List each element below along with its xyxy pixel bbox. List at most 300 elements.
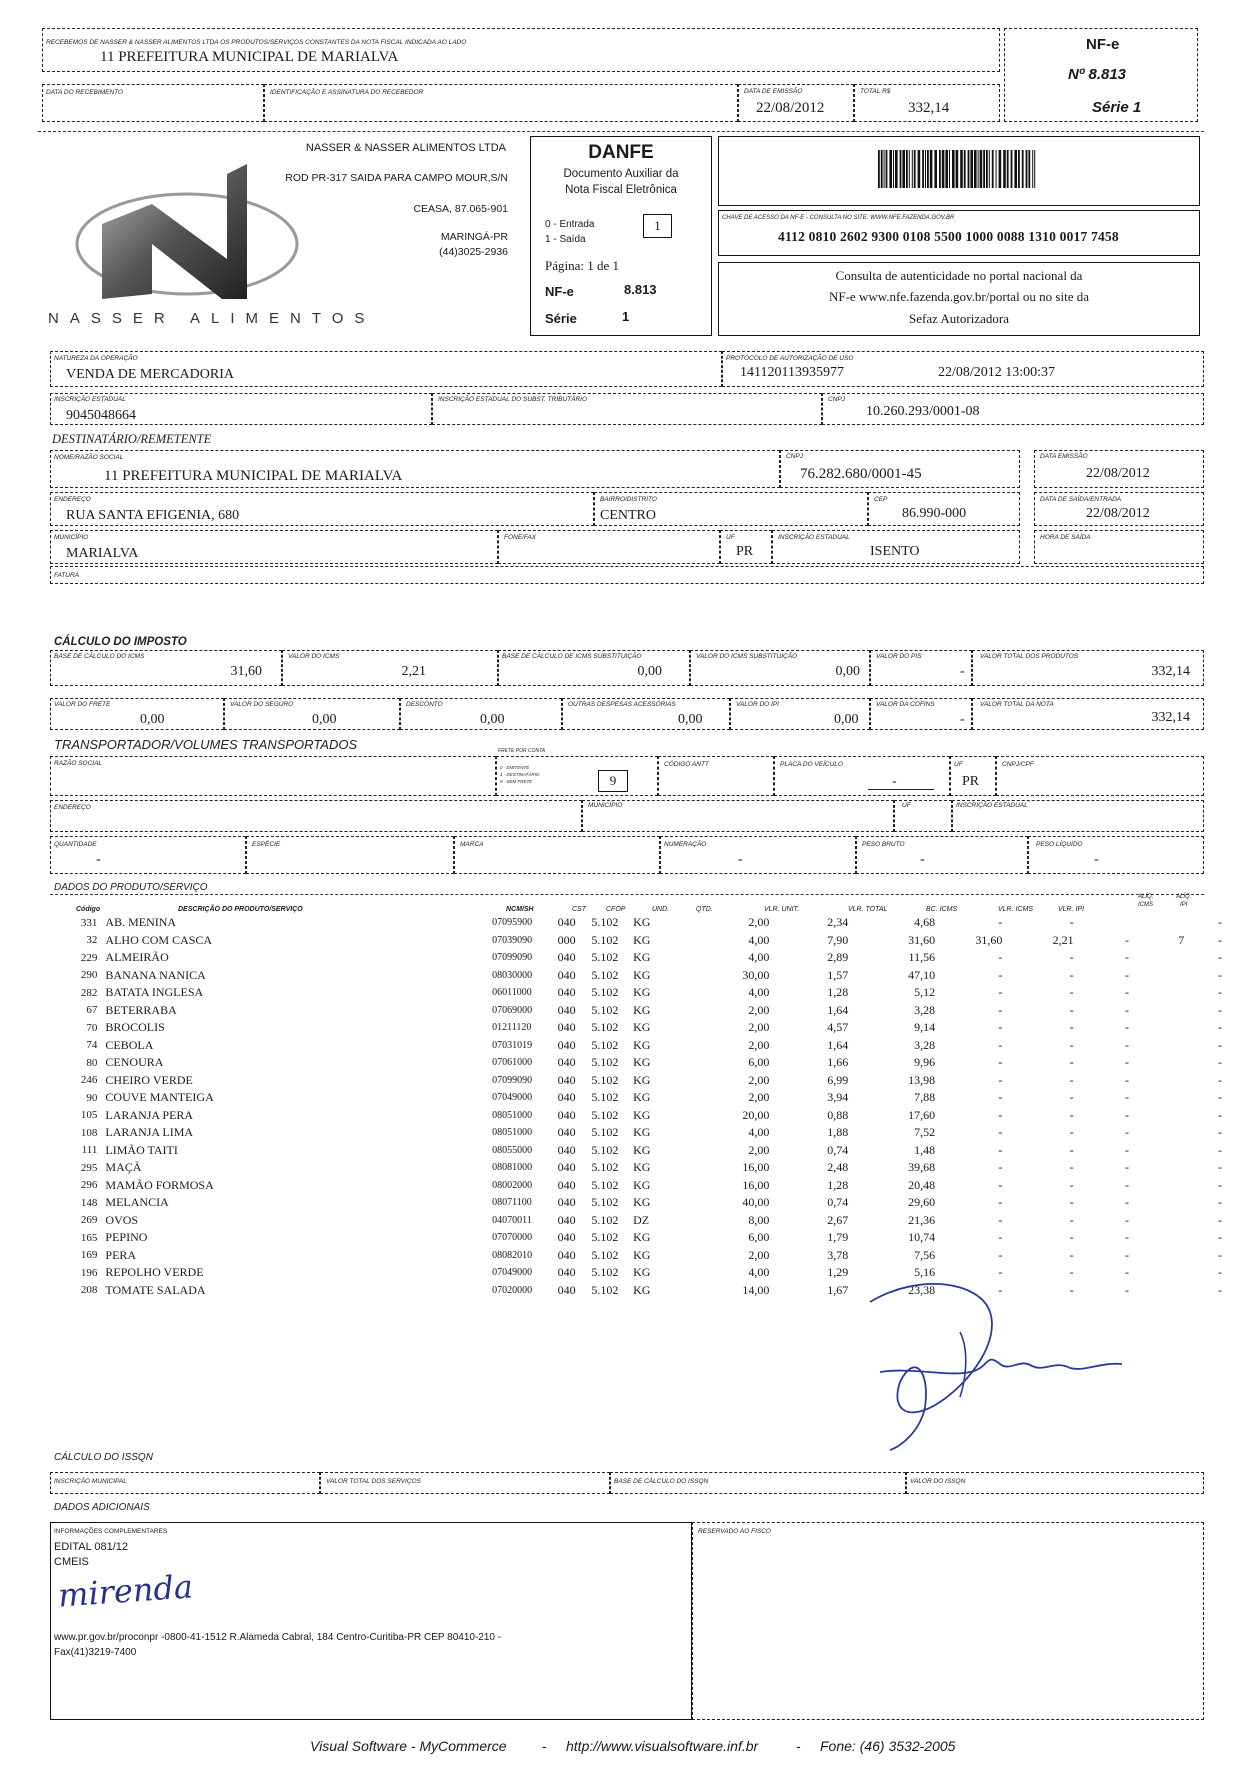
item-qtd: 2,00 bbox=[748, 1090, 770, 1105]
item-ncm: 07031019 bbox=[492, 1039, 533, 1051]
canhoto-data-emissao: 22/08/2012 bbox=[756, 100, 825, 116]
danfe-entrada: 0 - Entrada bbox=[545, 219, 595, 230]
transp-antt-label: CÓDIGO ANTT bbox=[664, 761, 709, 768]
item-aliq-ipi: - bbox=[1218, 967, 1222, 982]
danfe-serie-label: Série bbox=[545, 311, 577, 326]
info-handwriting: mirenda bbox=[56, 1567, 195, 1615]
item-vlr-ipi: - bbox=[1124, 1142, 1129, 1157]
item-und: KG bbox=[633, 1107, 651, 1122]
item-bc-icms: - bbox=[998, 1107, 1003, 1122]
item-vlr-ipi: - bbox=[1124, 1265, 1129, 1280]
produtos-header-line bbox=[50, 894, 1204, 895]
item-descricao: ALHO COM CASCA bbox=[105, 932, 213, 947]
item-ncm: 08081000 bbox=[492, 1162, 533, 1174]
col-qtd: QTD. bbox=[696, 906, 713, 913]
footer-url[interactable]: http://www.visualsoftware.inf.br bbox=[566, 1738, 759, 1754]
item-aliq-icms bbox=[1143, 1054, 1198, 1072]
item-und: KG bbox=[633, 985, 651, 1000]
item-bc-icms: - bbox=[998, 1195, 1003, 1210]
item-cst: 040 bbox=[557, 1142, 576, 1157]
item-bc-icms: 31,60 bbox=[975, 932, 1003, 947]
item-aliq-icms bbox=[1143, 1247, 1198, 1265]
item-aliq-ipi: - bbox=[1218, 1020, 1222, 1035]
transp-uf-label: UF bbox=[954, 761, 963, 768]
canhoto-recebemos-label: RECEBEMOS DE NASSER & NASSER ALIMENTOS LTDA OS PRODUTOS/SERVIÇOS CONSTANTES DA NOTA FISCAL INDICADA AO LADO bbox=[46, 39, 467, 46]
valor-st: 0,00 bbox=[835, 664, 860, 679]
item-cfop: 5.102 bbox=[591, 915, 619, 930]
item-aliq-ipi: - bbox=[1218, 1177, 1222, 1192]
emitente-razao: NASSER & NASSER ALIMENTOS LTDA bbox=[305, 142, 506, 154]
consulta-linha3: Sefaz Autorizadora bbox=[909, 311, 1009, 326]
transp-municipio-box bbox=[582, 800, 894, 832]
item-vlr-icms: - bbox=[1069, 1107, 1074, 1122]
transp-marca-label: MARCA bbox=[460, 841, 484, 848]
item-cfop: 5.102 bbox=[591, 1125, 619, 1140]
protocolo-data: 22/08/2012 13:00:37 bbox=[938, 365, 1056, 380]
item-vlr-ipi: - bbox=[1124, 932, 1129, 947]
item-cst: 040 bbox=[557, 1177, 576, 1192]
item-cst: 040 bbox=[557, 1247, 576, 1262]
table-row bbox=[50, 1072, 1236, 1090]
item-cfop: 5.102 bbox=[591, 1160, 619, 1175]
transp-frete-label: FRETE POR CONTA bbox=[498, 748, 546, 754]
item-codigo: 105 bbox=[80, 1109, 98, 1122]
item-total: 5,12 bbox=[914, 985, 936, 1000]
item-codigo: 208 bbox=[80, 1284, 98, 1297]
transp-uf2-label: UF bbox=[902, 802, 911, 809]
item-qtd: 4,00 bbox=[748, 1125, 770, 1140]
item-descricao: MELANCIA bbox=[105, 1195, 169, 1210]
emitente-endereco: ROD PR-317 SAIDA PARA CAMPO MOUR,S/N bbox=[285, 172, 508, 184]
base-st: 0,00 bbox=[637, 664, 662, 679]
item-cfop: 5.102 bbox=[591, 1230, 619, 1245]
col-vlr-icms: VLR. ICMS bbox=[998, 906, 1034, 913]
item-total: 4,68 bbox=[914, 915, 936, 930]
item-vlr-icms: - bbox=[1069, 1037, 1074, 1052]
item-vlr-ipi: - bbox=[1124, 967, 1129, 982]
item-und: KG bbox=[633, 1230, 651, 1245]
base-icms: 31,60 bbox=[230, 664, 262, 679]
transp-qtd-label: QUANTIDADE bbox=[54, 841, 97, 848]
info-linha1: EDITAL 081/12 bbox=[54, 1541, 128, 1553]
item-cst: 040 bbox=[557, 1020, 576, 1035]
item-codigo: 296 bbox=[80, 1179, 98, 1192]
item-cst: 040 bbox=[557, 985, 576, 1000]
transp-placa: - bbox=[892, 774, 897, 789]
item-vlr-icms: - bbox=[1069, 967, 1074, 982]
item-vlr-icms: - bbox=[1069, 985, 1074, 1000]
danfe-serie: 1 bbox=[622, 309, 630, 324]
canhoto-total: 332,14 bbox=[908, 100, 950, 116]
item-cfop: 5.102 bbox=[591, 1072, 619, 1087]
item-total: 3,28 bbox=[914, 1002, 936, 1017]
dest-hora-label: HORA DE SAÍDA bbox=[1040, 534, 1091, 541]
produtos-table bbox=[50, 914, 1236, 1299]
item-total: 10,74 bbox=[908, 1230, 936, 1245]
item-aliq-ipi: - bbox=[1218, 1212, 1222, 1227]
item-qtd: 4,00 bbox=[748, 1265, 770, 1280]
item-und: KG bbox=[633, 1055, 651, 1070]
issqn-im-label: INSCRIÇÃO MUNICIPAL bbox=[54, 1478, 127, 1485]
item-qtd: 2,00 bbox=[748, 1037, 770, 1052]
item-vlr-icms: - bbox=[1069, 1247, 1074, 1262]
item-descricao: BATATA INGLESA bbox=[105, 985, 204, 1000]
col-ncm: NCM/SH bbox=[506, 906, 534, 913]
dest-ie: ISENTO bbox=[870, 544, 920, 559]
item-qtd: 30,00 bbox=[742, 967, 770, 982]
item-qtd: 4,00 bbox=[748, 950, 770, 965]
item-bc-icms: - bbox=[998, 1055, 1003, 1070]
item-descricao: PERA bbox=[105, 1247, 137, 1262]
item-cst: 040 bbox=[557, 1037, 576, 1052]
table-row bbox=[50, 967, 1236, 985]
item-vlr-ipi: - bbox=[1124, 1247, 1129, 1262]
item-cst: 040 bbox=[557, 1002, 576, 1017]
item-vlr-ipi: - bbox=[1124, 1072, 1129, 1087]
item-und: KG bbox=[633, 1090, 651, 1105]
item-cfop: 5.102 bbox=[591, 1282, 619, 1297]
item-cfop: 5.102 bbox=[591, 1055, 619, 1070]
item-codigo: 290 bbox=[80, 969, 98, 982]
item-unit: 1,64 bbox=[827, 1037, 849, 1052]
total-nota: 332,14 bbox=[1151, 710, 1190, 725]
transp-numeracao: - bbox=[738, 852, 743, 867]
issqn-servicos-label: VALOR TOTAL DOS SERVIÇOS bbox=[326, 1478, 421, 1485]
item-total: 21,36 bbox=[908, 1212, 936, 1227]
item-bc-icms: - bbox=[998, 1125, 1003, 1140]
item-aliq-icms bbox=[1143, 1142, 1198, 1160]
item-unit: 6,99 bbox=[827, 1072, 849, 1087]
table-row bbox=[50, 1089, 1236, 1107]
item-unit: 0,74 bbox=[827, 1142, 849, 1157]
total-produtos-label: VALOR TOTAL DOS PRODUTOS bbox=[980, 653, 1079, 660]
item-cst: 040 bbox=[557, 1282, 576, 1297]
item-codigo: 74 bbox=[86, 1039, 98, 1052]
item-codigo: 80 bbox=[86, 1056, 98, 1069]
item-descricao: CENOURA bbox=[105, 1055, 164, 1070]
footer-software: Visual Software - MyCommerce bbox=[310, 1738, 507, 1754]
item-total: 1,48 bbox=[914, 1142, 936, 1157]
issqn-base-label: BASE DE CÁLCULO DO ISSQN bbox=[614, 1478, 709, 1485]
item-unit: 7,90 bbox=[827, 932, 849, 947]
logo-text: NASSER ALIMENTOS bbox=[48, 310, 376, 327]
item-aliq-ipi: - bbox=[1218, 950, 1222, 965]
item-aliq-icms bbox=[1143, 1107, 1198, 1125]
footer-fone: Fone: (46) 3532-2005 bbox=[820, 1738, 956, 1754]
item-aliq-ipi: - bbox=[1218, 1055, 1222, 1070]
dest-data-saida: 22/08/2012 bbox=[1086, 506, 1150, 521]
item-aliq-ipi: - bbox=[1218, 1265, 1222, 1280]
item-aliq-icms bbox=[1143, 1212, 1198, 1230]
danfe-saida: 1 - Saída bbox=[545, 234, 586, 245]
item-und: KG bbox=[633, 915, 651, 930]
item-aliq-icms bbox=[1143, 1194, 1198, 1212]
item-vlr-icms: - bbox=[1069, 1142, 1074, 1157]
item-bc-icms: - bbox=[998, 1282, 1003, 1297]
item-vlr-ipi: - bbox=[1124, 1090, 1129, 1105]
item-qtd: 6,00 bbox=[748, 1230, 770, 1245]
danfe-nfe-label: NF-e bbox=[545, 284, 574, 299]
item-total: 11,56 bbox=[908, 950, 936, 965]
item-aliq-ipi: - bbox=[1218, 915, 1222, 930]
base-st-label: BASE DE CÁLCULO DE ICMS SUBSTITUIÇÃO bbox=[502, 653, 642, 660]
dest-nome-label: NOME/RAZÃO SOCIAL bbox=[54, 454, 124, 461]
item-aliq-ipi: - bbox=[1218, 1282, 1222, 1297]
item-cst: 040 bbox=[557, 1107, 576, 1122]
item-bc-icms: - bbox=[998, 1002, 1003, 1017]
emitente-cidade: MARINGÁ-PR bbox=[440, 231, 508, 243]
item-codigo: 148 bbox=[80, 1196, 98, 1209]
produtos-section: DADOS DO PRODUTO/SERVIÇO bbox=[54, 882, 208, 893]
cnpj-emitente-label: CNPJ bbox=[828, 396, 845, 403]
transp-frete-opt0: 0 - EMITENTE bbox=[500, 765, 530, 770]
emitente-fone: (44)3025-2936 bbox=[439, 246, 508, 258]
item-total: 17,60 bbox=[908, 1107, 936, 1122]
item-und: KG bbox=[633, 1177, 651, 1192]
item-vlr-ipi: - bbox=[1124, 1002, 1129, 1017]
valor-icms-label: VALOR DO ICMS bbox=[288, 653, 340, 660]
item-vlr-icms: - bbox=[1069, 1002, 1074, 1017]
item-aliq-ipi: - bbox=[1218, 1142, 1222, 1157]
item-qtd: 16,00 bbox=[742, 1177, 770, 1192]
col-vlr-ipi: VLR. IPI bbox=[1058, 906, 1085, 913]
protocolo-valor: 141120113935977 bbox=[740, 365, 844, 380]
item-descricao: LARANJA PERA bbox=[105, 1107, 194, 1122]
item-unit: 3,94 bbox=[827, 1090, 849, 1105]
outras-label: OUTRAS DESPESAS ACESSÓRIAS bbox=[568, 701, 676, 708]
item-bc-icms: - bbox=[998, 1230, 1003, 1245]
item-qtd: 8,00 bbox=[748, 1212, 770, 1227]
item-aliq-icms bbox=[1143, 1002, 1198, 1020]
item-aliq-ipi: - bbox=[1218, 1195, 1222, 1210]
col-total: VLR. TOTAL bbox=[848, 906, 888, 913]
item-ncm: 08002000 bbox=[492, 1179, 533, 1191]
item-descricao: AB. MENINA bbox=[105, 915, 177, 930]
item-qtd: 2,00 bbox=[748, 915, 770, 930]
item-unit: 3,78 bbox=[827, 1247, 849, 1262]
natureza-valor: VENDA DE MERCADORIA bbox=[66, 367, 234, 382]
item-aliq-ipi: - bbox=[1218, 1107, 1222, 1122]
item-und: KG bbox=[633, 1247, 651, 1262]
danfe-nfe-numero: 8.813 bbox=[624, 282, 657, 297]
item-cfop: 5.102 bbox=[591, 967, 619, 982]
item-aliq-ipi: - bbox=[1218, 1090, 1222, 1105]
item-vlr-icms: - bbox=[1069, 1282, 1074, 1297]
item-vlr-ipi: - bbox=[1124, 1037, 1129, 1052]
dest-endereco: RUA SANTA EFIGENIA, 680 bbox=[66, 508, 240, 523]
transp-razao-box bbox=[50, 756, 496, 796]
fatura-label: FATURA bbox=[54, 572, 80, 579]
item-qtd: 2,00 bbox=[748, 1020, 770, 1035]
transp-peso-liquido-label: PESO LÍQUIDO bbox=[1036, 841, 1083, 848]
col-aliq-icms-2: ICMS bbox=[1138, 902, 1153, 908]
natureza-label: NATUREZA DA OPERAÇÃO bbox=[54, 355, 138, 362]
item-aliq-icms: 7 bbox=[1178, 932, 1185, 947]
transp-uf: PR bbox=[962, 774, 980, 789]
item-aliq-icms bbox=[1143, 1159, 1198, 1177]
table-row bbox=[50, 932, 1236, 950]
item-descricao: OVOS bbox=[105, 1212, 139, 1227]
transp-municipio-label: MUNICÍPIO bbox=[588, 802, 623, 809]
item-und: KG bbox=[633, 1002, 651, 1017]
item-und: KG bbox=[633, 1142, 651, 1157]
item-descricao: TOMATE SALADA bbox=[105, 1282, 206, 1297]
item-total: 20,48 bbox=[908, 1177, 936, 1192]
item-aliq-icms bbox=[1143, 1229, 1198, 1247]
item-und: KG bbox=[633, 932, 651, 947]
table-row bbox=[50, 1229, 1236, 1247]
item-und: KG bbox=[633, 1020, 651, 1035]
item-cfop: 5.102 bbox=[591, 1177, 619, 1192]
item-und: DZ bbox=[633, 1212, 650, 1227]
item-vlr-ipi: - bbox=[1124, 1107, 1129, 1122]
item-qtd: 16,00 bbox=[742, 1160, 770, 1175]
item-und: KG bbox=[633, 1072, 651, 1087]
table-row bbox=[50, 984, 1236, 1002]
item-ncm: 06011000 bbox=[492, 987, 532, 999]
item-cfop: 5.102 bbox=[591, 1195, 619, 1210]
item-vlr-icms: 2,21 bbox=[1052, 932, 1074, 947]
item-vlr-icms: - bbox=[1069, 1072, 1074, 1087]
item-cfop: 5.102 bbox=[591, 985, 619, 1000]
item-ncm: 07049000 bbox=[492, 1092, 533, 1104]
item-aliq-icms bbox=[1143, 949, 1198, 967]
fisco-label: RESERVADO AO FISCO bbox=[698, 1528, 771, 1535]
item-total: 5,16 bbox=[914, 1265, 936, 1280]
desconto: 0,00 bbox=[480, 712, 505, 727]
table-row bbox=[50, 1107, 1236, 1125]
frete: 0,00 bbox=[140, 712, 165, 727]
item-aliq-icms bbox=[1143, 1089, 1198, 1107]
table-row bbox=[50, 914, 1236, 932]
fatura-box bbox=[50, 566, 1204, 584]
canhoto-data-recebimento-label: DATA DO RECEBIMENTO bbox=[46, 89, 124, 96]
item-aliq-icms bbox=[1143, 1124, 1198, 1142]
item-codigo: 111 bbox=[81, 1144, 98, 1157]
item-und: KG bbox=[633, 1125, 651, 1140]
item-cst: 040 bbox=[557, 1212, 576, 1227]
col-cst: CST bbox=[572, 906, 586, 913]
item-codigo: 331 bbox=[80, 916, 98, 929]
table-row bbox=[50, 1124, 1236, 1142]
canhoto-nfe-numero: Nº 8.813 bbox=[1068, 66, 1127, 83]
dest-cnpj: 76.282.680/0001-45 bbox=[800, 466, 922, 482]
item-cfop: 5.102 bbox=[591, 1020, 619, 1035]
transp-peso-bruto: - bbox=[920, 852, 925, 867]
dest-uf-label: UF bbox=[726, 534, 735, 541]
item-ncm: 07095900 bbox=[492, 917, 533, 929]
canhoto-data-emissao-label: DATA DE EMISSÃO bbox=[744, 88, 803, 95]
item-aliq-ipi: - bbox=[1218, 1125, 1222, 1140]
item-ncm: 08051000 bbox=[492, 1127, 533, 1139]
item-cst: 040 bbox=[557, 1090, 576, 1105]
item-descricao: MAÇÃ bbox=[105, 1160, 142, 1175]
destinatario-section: DESTINATÁRIO/REMETENTE bbox=[52, 432, 212, 446]
item-aliq-icms bbox=[1143, 1037, 1198, 1055]
item-unit: 0,74 bbox=[827, 1195, 849, 1210]
item-unit: 2,34 bbox=[827, 915, 849, 930]
item-cst: 040 bbox=[557, 1125, 576, 1140]
table-row bbox=[50, 1247, 1236, 1265]
table-row bbox=[50, 1019, 1236, 1037]
procon-linha: www.pr.gov.br/proconpr -0800-41-1512 R.Alameda Cabral, 184 Centro-Curitiba-PR CEP 80410-210 - bbox=[54, 1632, 502, 1643]
item-unit: 2,89 bbox=[827, 950, 849, 965]
item-bc-icms: - bbox=[998, 1160, 1003, 1175]
cofins: - bbox=[960, 712, 965, 727]
item-cst: 040 bbox=[557, 1055, 576, 1070]
item-cst: 040 bbox=[557, 1195, 576, 1210]
item-cfop: 5.102 bbox=[591, 1090, 619, 1105]
transp-marca-box bbox=[454, 836, 660, 874]
item-vlr-ipi: - bbox=[1124, 985, 1129, 1000]
table-row bbox=[50, 1002, 1236, 1020]
item-descricao: BANANA NANICA bbox=[105, 967, 206, 982]
item-bc-icms: - bbox=[998, 1177, 1003, 1192]
issqn-section: CÁLCULO DO ISSQN bbox=[54, 1452, 153, 1463]
item-total: 29,60 bbox=[908, 1195, 936, 1210]
dest-municipio: MARIALVA bbox=[66, 546, 139, 561]
fisco-box bbox=[692, 1522, 1204, 1720]
item-codigo: 269 bbox=[80, 1214, 98, 1227]
table-row bbox=[50, 1054, 1236, 1072]
col-aliq-icms-1: ALÍQ. bbox=[1138, 894, 1154, 900]
item-total: 39,68 bbox=[908, 1160, 936, 1175]
item-aliq-icms bbox=[1143, 914, 1198, 932]
seguro: 0,00 bbox=[312, 712, 337, 727]
item-descricao: LIMÃO TAITI bbox=[105, 1142, 178, 1157]
consulta-linha2: NF-e www.nfe.fazenda.gov.br/portal ou no site da bbox=[828, 289, 1090, 304]
item-codigo: 229 bbox=[80, 951, 98, 964]
chave-label: CHAVE DE ACESSO DA NF-E - CONSULTA NO SITE: WWW.NFE.FAZENDA.GOV.BR bbox=[722, 215, 955, 221]
item-aliq-ipi: - bbox=[1218, 985, 1222, 1000]
table-row bbox=[50, 1194, 1236, 1212]
item-bc-icms: - bbox=[998, 950, 1003, 965]
item-vlr-icms: - bbox=[1069, 1055, 1074, 1070]
frete-label: VALOR DO FRETE bbox=[54, 701, 111, 708]
item-unit: 2,67 bbox=[827, 1212, 849, 1227]
item-ncm: 07020000 bbox=[492, 1284, 533, 1296]
ie-valor: 9045048664 bbox=[66, 408, 136, 423]
signature-image bbox=[860, 1272, 1130, 1452]
emitente-bairro-cep: CEASA, 87.065-901 bbox=[413, 203, 508, 215]
col-descricao: DESCRIÇÃO DO PRODUTO/SERVIÇO bbox=[178, 906, 303, 913]
dest-data-emissao: 22/08/2012 bbox=[1086, 466, 1150, 481]
info-label: INFORMAÇÕES COMPLEMENTARES bbox=[54, 1528, 168, 1535]
table-row bbox=[50, 1159, 1236, 1177]
consulta-linha1: Consulta de autenticidade no portal nacional da bbox=[835, 268, 1083, 283]
item-vlr-icms: - bbox=[1069, 1090, 1074, 1105]
item-ncm: 07061000 bbox=[492, 1057, 533, 1069]
item-ncm: 07099090 bbox=[492, 1074, 533, 1086]
item-ncm: 07069000 bbox=[492, 1004, 533, 1016]
item-descricao: BROCOLIS bbox=[105, 1020, 165, 1035]
item-cfop: 5.102 bbox=[591, 932, 619, 947]
item-qtd: 6,00 bbox=[748, 1055, 770, 1070]
item-aliq-icms bbox=[1143, 1282, 1198, 1300]
item-vlr-icms: - bbox=[1069, 1265, 1074, 1280]
item-und: KG bbox=[633, 1195, 651, 1210]
imposto-section: CÁLCULO DO IMPOSTO bbox=[54, 636, 187, 648]
item-unit: 4,57 bbox=[827, 1020, 849, 1035]
item-vlr-ipi: - bbox=[1124, 1230, 1129, 1245]
adicionais-section: DADOS ADICIONAIS bbox=[54, 1502, 150, 1513]
item-bc-icms: - bbox=[998, 1072, 1003, 1087]
item-codigo: 70 bbox=[86, 1021, 98, 1034]
item-aliq-ipi: - bbox=[1218, 932, 1222, 947]
item-ncm: 08030000 bbox=[492, 969, 533, 981]
item-unit: 1,28 bbox=[827, 1177, 849, 1192]
item-total: 7,56 bbox=[914, 1247, 936, 1262]
